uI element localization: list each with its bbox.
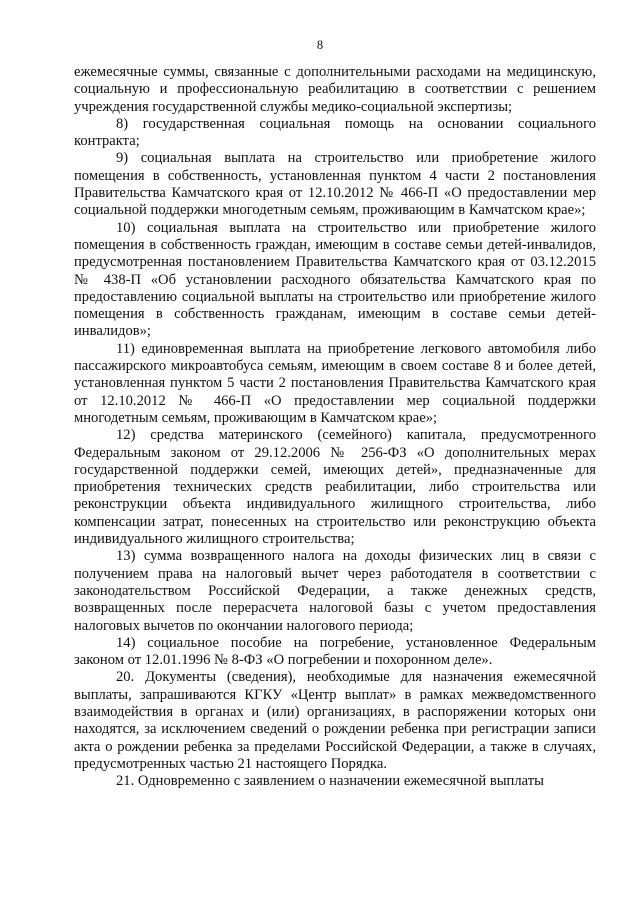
list-item-12: 12) средства материнского (семейного) капитала, предусмотренного Федеральным законом от 29.12.2006 № 256-ФЗ «О дополнительных мерах государственной поддержки семей, имеющих детей», предназначенные для приобретения технических средств реабилитации, либо строительства или реконструкции объекта индивидуального жилищного строительства, либо компенсации затрат, понесенных на строительство или реконструкцию объекта индивидуального жилищного строительства; [74,427,596,548]
list-item-13: 13) сумма возвращенного налога на доходы физических лиц в связи с получением права на налоговый вычет через работодателя в соответствии с законодательством Российской Федерации, а также денежных средств, возвращенных после перерасчета налоговой базы с учетом предоставления налоговых вычетов по окончании налогового периода; [74,548,596,634]
document-body [74,64,596,790]
section-21: 21. Одновременно с заявлением о назначении ежемесячной выплаты [116,773,544,790]
list-item-9: 9) социальная выплата на строительство или приобретение жилого помещения в собственность, установленная пунктом 4 части 2 постановления Правительства Камчатского края от 12.10.2012 № 466-П «О предоставлении мер социальной поддержки многодетным семьям, проживающим в Камчатском крае»; [74,150,596,219]
paragraph-continuation: ежемесячные суммы, связанные с дополнительными расходами на медицинскую, социальную и профессиональную реабилитацию в соответствии с решением учреждения государственной службы медико-социальной экспертизы; [74,64,596,115]
list-item-8: 8) государственная социальная помощь на основании социального контракта; [74,115,596,150]
list-item-11: 11) единовременная выплата на приобретение легкового автомобиля либо пассажирского микроавтобуса семьям, имеющим в своем составе 8 и более детей, установленная пунктом 5 части 2 постановления Правительства Камчатского края от 12.10.2012 № 466-П «О предоставлении мер социальной поддержки многодетным семьям, проживающим в Камчатском крае»; [74,340,596,426]
list-item-10: 10) социальная выплата на строительство или приобретение жилого помещения в собственность граждан, имеющим в составе семьи детей-инвалидов, предусмотренная постановлением Правительства Камчатского края от 03.12.2015 № 438-П «Об установлении расходного обязательства Камчатского края по предоставлению социальной выплаты на строительство или приобретение жилого помещения в собственность гражданам, имеющим в составе семьи детей-инвалидов»; [74,219,596,340]
list-item-14: 14) социальное пособие на погребение, установленное Федеральным законом от 12.01.1996 № 8-ФЗ «О погребении и похоронном деле». [74,634,596,669]
page-number: 8 [316,38,324,52]
section-20: 20. Документы (сведения), необходимые для назначения ежемесячной выплаты, запрашиваются КГКУ «Центр выплат» в рамках межведомственного взаимодействия в органах и (или) организациях, в распоряжении которых они находятся, за исключением сведений о рождении ребенка при регистрации записи акта о рождении ребенка за пределами Российской Федерации, а также в случаях, предусмотренных частью 21 настоящего Порядка. [74,669,596,772]
